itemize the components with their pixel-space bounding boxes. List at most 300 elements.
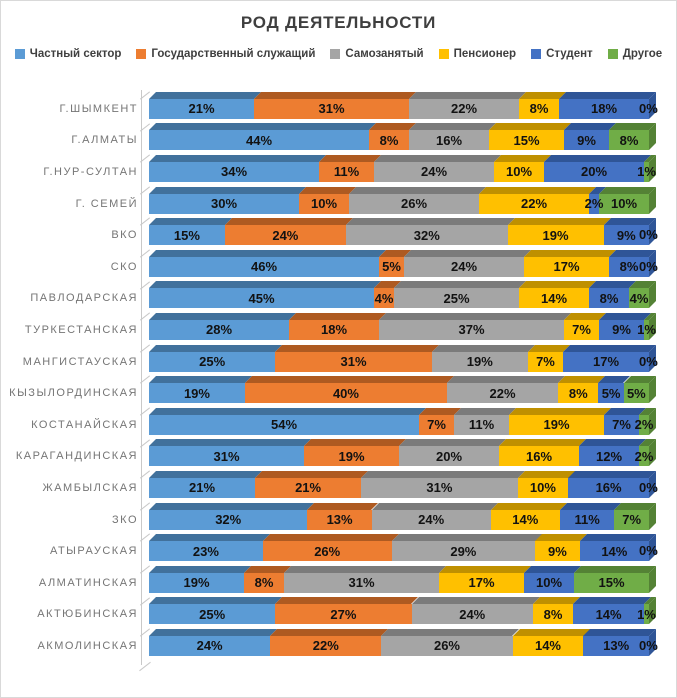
bar-segment (439, 573, 524, 593)
segment-top-face (299, 187, 356, 194)
bar-segment (149, 446, 304, 466)
category-label: АКТЮБИНСКАЯ (37, 608, 138, 621)
segment-value-label: 46% (250, 259, 278, 275)
bar-segment (404, 257, 524, 277)
segment-value-label: 4% (374, 290, 394, 306)
bar-segment (432, 352, 528, 372)
segment-top-face (149, 218, 232, 225)
bar-segment (491, 510, 560, 530)
segment-value-label: 31% (318, 101, 345, 117)
segment-value-label: 37% (458, 322, 485, 338)
segment-top-face (560, 503, 621, 510)
segment-value-label: 11% (333, 164, 360, 180)
segment-top-face (149, 408, 426, 415)
segment-top-face (544, 155, 651, 162)
category-label: АТЫРАУСКАЯ (49, 545, 138, 558)
bar-segment (614, 510, 649, 530)
stacked-bar (149, 636, 658, 656)
bar-segment (289, 320, 379, 340)
bar-segment (489, 130, 564, 150)
stacked-bar (149, 288, 649, 308)
segment-top-face (149, 439, 311, 446)
bar-segment (509, 415, 604, 435)
bar-segment (528, 352, 563, 372)
segment-value-label: 21% (189, 480, 216, 496)
bar-segment (394, 288, 519, 308)
segment-value-label: 32% (413, 227, 440, 243)
bar-segment (284, 573, 439, 593)
segment-value-label: 14% (601, 543, 628, 559)
legend-item (439, 48, 516, 60)
bar-segment (149, 510, 307, 530)
bar-segment (149, 352, 275, 372)
segment-top-face (149, 92, 261, 99)
chart-row (1, 93, 676, 125)
bar-segment (369, 130, 409, 150)
segment-value-label: 7% (612, 417, 631, 433)
bar-segment (624, 383, 649, 403)
bar-segment (589, 288, 629, 308)
segment-top-face (149, 471, 262, 478)
segment-value-label: 2% (584, 196, 604, 212)
segment-top-face (494, 155, 551, 162)
segment-value-label: 24% (450, 259, 478, 275)
segment-top-face (394, 281, 526, 288)
segment-top-face (535, 534, 587, 541)
category-label: КАРАГАНДИНСКАЯ (15, 450, 138, 463)
bar-segment (254, 99, 409, 119)
segment-value-label: 16% (525, 448, 553, 464)
segment-value-label: 18% (320, 322, 348, 338)
segment-value-label: 0% (638, 227, 658, 243)
segment-top-face (559, 92, 656, 99)
bar-segment (349, 194, 479, 214)
bar-segment (573, 604, 644, 624)
chart-row (1, 251, 676, 283)
stacked-bar (149, 352, 658, 372)
segment-top-face (284, 566, 446, 573)
segment-value-label: 13% (326, 512, 353, 528)
segment-value-label: 7% (427, 417, 446, 433)
segment-top-face (563, 345, 656, 352)
segment-value-label: 14% (595, 606, 622, 622)
segment-top-face (574, 566, 656, 573)
bar-segment (637, 162, 656, 182)
segment-value-label: 2% (634, 448, 654, 464)
segment-value-label: 0% (639, 479, 658, 495)
segment-top-face (432, 345, 535, 352)
segment-value-label: 22% (489, 385, 516, 401)
segment-top-face (245, 376, 454, 383)
category-label: МАНГИСТАУСКАЯ (22, 355, 138, 368)
bar-segment (307, 510, 371, 530)
segment-value-label: 24% (459, 606, 486, 622)
segment-value-label: 44% (245, 132, 273, 148)
segment-value-label: 17% (593, 354, 620, 370)
segment-top-face (149, 597, 282, 604)
segment-value-label: 32% (215, 512, 242, 528)
segment-value-label: 19% (183, 385, 210, 401)
segment-value-label: 0% (639, 637, 658, 653)
stacked-bar (149, 194, 649, 214)
segment-value-label: 0% (639, 100, 658, 116)
bar-segment (494, 162, 544, 182)
legend-swatch-icon (608, 49, 618, 59)
bar-segment (533, 604, 573, 624)
bar-segment (560, 510, 614, 530)
bar-segment (419, 415, 454, 435)
bar-segment (518, 478, 569, 498)
segment-value-label: 18% (590, 101, 618, 117)
bar-segment (519, 288, 589, 308)
bar-segment (149, 636, 270, 656)
bar-segment (225, 225, 346, 245)
segment-value-label: 14% (534, 638, 561, 654)
legend-item (15, 48, 122, 60)
segment-value-label: 17% (468, 575, 495, 591)
bar-segment (149, 320, 289, 340)
plot-area (1, 93, 676, 662)
segment-top-face (149, 155, 326, 162)
segment-value-label: 20% (580, 164, 608, 180)
bar-segment (275, 604, 411, 624)
bar-segment (149, 288, 374, 308)
segment-top-face (568, 471, 656, 478)
category-label: СКО (110, 260, 138, 273)
segment-top-face (409, 123, 496, 130)
segment-value-label: 10% (310, 196, 338, 212)
segment-value-label: 40% (332, 385, 359, 401)
segment-value-label: 19% (543, 417, 570, 433)
bar-segment (379, 320, 564, 340)
segment-value-label: 15% (513, 132, 540, 148)
chart-row (1, 441, 676, 473)
segment-value-label: 8% (543, 606, 563, 622)
chart-row (1, 599, 676, 631)
segment-top-face (319, 155, 381, 162)
segment-value-label: 15% (173, 227, 200, 243)
stacked-bar (149, 541, 658, 561)
legend-label: Государственный служащий (151, 48, 316, 60)
segment-top-face (372, 503, 498, 510)
segment-value-label: 34% (220, 164, 248, 180)
bar-segment (149, 415, 419, 435)
segment-value-label: 26% (314, 543, 341, 559)
segment-value-label: 1% (637, 606, 656, 622)
segment-top-face (304, 439, 406, 446)
stacked-bar (149, 415, 654, 435)
chart-row (1, 377, 676, 409)
category-label: ТУРКЕСТАНСКАЯ (24, 323, 138, 336)
chart-row (1, 535, 676, 567)
segment-top-face (524, 566, 581, 573)
chart-row (1, 567, 676, 599)
segment-value-label: 8% (619, 132, 639, 148)
segment-value-label: 7% (572, 322, 591, 338)
bar-segment (535, 541, 580, 561)
segment-top-face (392, 534, 543, 541)
bar-segment (255, 478, 361, 498)
segment-value-label: 19% (466, 354, 493, 370)
bar-segment (149, 162, 319, 182)
segment-value-label: 5% (626, 385, 646, 401)
segment-value-label: 8% (254, 575, 274, 591)
bar-segment (409, 130, 489, 150)
segment-top-face (412, 597, 540, 604)
bar-segment (319, 162, 374, 182)
segment-value-label: 1% (637, 164, 656, 180)
chart-title: РОД ДЕЯТЕЛЬНОСТИ (240, 13, 437, 32)
bar-segment (524, 573, 574, 593)
legend-swatch-icon (136, 49, 146, 59)
chart-row (1, 156, 676, 188)
segment-value-label: 2% (634, 417, 654, 433)
segment-value-label: 1% (637, 322, 656, 338)
category-label: Г.ШЫМКЕНТ (59, 102, 138, 115)
segment-value-label: 9% (612, 322, 631, 338)
segment-top-face (149, 566, 251, 573)
chart-row (1, 504, 676, 536)
bar-segment (149, 604, 275, 624)
bar-segment (564, 130, 609, 150)
segment-top-face (489, 123, 571, 130)
legend-label: Частный сектор (29, 48, 122, 60)
bar-segment (563, 352, 649, 372)
segment-value-label: 0% (639, 543, 658, 559)
segment-top-face (399, 439, 506, 446)
segment-top-face (255, 471, 368, 478)
bar-segment (374, 288, 394, 308)
chart-row (1, 409, 676, 441)
segment-top-face (573, 597, 651, 604)
bar-segment (245, 383, 447, 403)
bar-segment (574, 573, 649, 593)
bar-segment (149, 257, 379, 277)
segment-top-face (149, 376, 252, 383)
segment-value-label: 29% (450, 543, 477, 559)
segment-top-face (275, 345, 439, 352)
legend-swatch-icon (531, 49, 541, 59)
segment-top-face (149, 503, 314, 510)
segment-value-label: 11% (468, 417, 495, 433)
stacked-bar (149, 99, 658, 119)
bar-segment (584, 194, 604, 214)
segment-top-face (513, 629, 591, 636)
category-label: ЗКО (112, 513, 138, 526)
bar-segment (409, 99, 519, 119)
bar-segment (412, 604, 533, 624)
segment-value-label: 22% (450, 101, 478, 117)
category-label: КЫЗЫЛОРДИНСКАЯ (9, 387, 138, 400)
bar-segment (519, 99, 559, 119)
stacked-bar (149, 383, 649, 403)
segment-top-face (149, 313, 296, 320)
chart-row (1, 630, 676, 662)
stacked-bar (149, 478, 658, 498)
bar-segment (629, 288, 649, 308)
segment-side-face (649, 281, 656, 308)
segment-value-label: 19% (183, 575, 210, 591)
segment-top-face (508, 218, 611, 225)
segment-value-label: 24% (420, 164, 448, 180)
bar-segment (270, 636, 381, 656)
chart-row (1, 125, 676, 157)
segment-top-face (599, 187, 656, 194)
bar-segment (598, 383, 623, 403)
segment-top-face (447, 376, 565, 383)
segment-value-label: 22% (312, 638, 339, 654)
segment-value-label: 5% (382, 259, 401, 275)
segment-value-label: 16% (435, 132, 463, 148)
segment-top-face (409, 92, 526, 99)
bar-segment (634, 415, 654, 435)
segment-value-label: 12% (595, 448, 623, 464)
segment-value-label: 28% (205, 322, 233, 338)
segment-top-face (349, 187, 486, 194)
bar-segment (399, 446, 499, 466)
bar-segment (579, 446, 639, 466)
stacked-bar (149, 162, 656, 182)
segment-top-face (225, 218, 353, 225)
category-label: КОСТАНАЙСКАЯ (31, 418, 138, 431)
segment-top-face (583, 629, 656, 636)
segment-top-face (289, 313, 386, 320)
category-label: Г.НУР-СУЛТАН (43, 165, 138, 178)
bar-segment (304, 446, 399, 466)
segment-top-face (149, 187, 306, 194)
bar-segment (513, 636, 584, 656)
stacked-bar (149, 257, 658, 277)
segment-value-label: 11% (574, 512, 600, 528)
segment-value-label: 31% (213, 448, 240, 464)
legend-item (531, 48, 593, 60)
bar-segment (499, 446, 579, 466)
bar-segment (508, 225, 604, 245)
segment-top-face (404, 250, 531, 257)
segment-value-label: 45% (248, 290, 275, 306)
segment-top-face (307, 503, 378, 510)
segment-top-face (381, 629, 519, 636)
segment-top-face (379, 313, 571, 320)
bar-segment (609, 130, 649, 150)
segment-top-face (509, 408, 611, 415)
bar-segment (634, 446, 654, 466)
segment-top-face (524, 250, 616, 257)
bar-segment (379, 257, 404, 277)
chart-row (1, 472, 676, 504)
bar-segment (558, 383, 598, 403)
segment-value-label: 10% (529, 480, 556, 496)
segment-value-label: 20% (435, 448, 463, 464)
chart-row (1, 283, 676, 315)
stacked-bar (149, 320, 656, 340)
segment-top-face (518, 471, 576, 478)
chart-row (1, 346, 676, 378)
bar-segment (372, 510, 491, 530)
segment-value-label: 10% (535, 575, 563, 591)
bar-segment (374, 162, 494, 182)
chart-row (1, 219, 676, 251)
legend (1, 48, 676, 60)
bar-segment (149, 383, 245, 403)
bar-segment (454, 415, 509, 435)
segment-value-label: 31% (340, 354, 367, 370)
segment-value-label: 8% (599, 290, 619, 306)
legend-item (136, 48, 315, 60)
bar-segment (447, 383, 558, 403)
segment-top-face (439, 566, 531, 573)
bar-segment (149, 573, 244, 593)
segment-top-face (254, 92, 416, 99)
segment-value-label: 8% (379, 132, 399, 148)
bar-segment (599, 194, 649, 214)
segment-top-face (499, 439, 586, 446)
bar-segment (637, 604, 656, 624)
category-label: АЛМАТИНСКАЯ (38, 576, 138, 589)
bar-segment (361, 478, 518, 498)
segment-value-label: 0% (639, 353, 658, 369)
segment-value-label: 21% (295, 480, 322, 496)
chart-row (1, 314, 676, 346)
segment-value-label: 24% (196, 638, 223, 654)
segment-top-face (374, 155, 501, 162)
segment-top-face (149, 629, 277, 636)
bar-segment (637, 320, 656, 340)
stacked-bar (149, 225, 658, 245)
segment-value-label: 8% (619, 259, 639, 275)
legend-label: Другое (622, 48, 663, 60)
category-label: АКМОЛИНСКАЯ (37, 639, 138, 652)
bar-segment (149, 194, 299, 214)
segment-value-label: 26% (400, 196, 428, 212)
segment-value-label: 30% (210, 196, 238, 212)
segment-value-label: 25% (199, 354, 226, 370)
segment-value-label: 31% (426, 480, 453, 496)
segment-value-label: 19% (338, 448, 365, 464)
bar-segment (263, 541, 392, 561)
chart-row (1, 188, 676, 220)
segment-value-label: 7% (622, 512, 642, 528)
segment-top-face (454, 408, 516, 415)
segment-value-label: 21% (188, 101, 215, 117)
stacked-bar (149, 573, 649, 593)
segment-top-face (149, 534, 270, 541)
legend-label: Самозанятый (345, 48, 424, 60)
segment-value-label: 16% (595, 480, 622, 496)
legend-swatch-icon (439, 49, 449, 59)
category-label: Г. СЕМЕЙ (75, 197, 138, 210)
segment-top-face (149, 345, 282, 352)
segment-top-face (346, 218, 515, 225)
bar-segment (564, 320, 599, 340)
stacked-bar (149, 604, 656, 624)
segment-value-label: 23% (192, 543, 219, 559)
segment-value-label: 19% (542, 227, 569, 243)
segment-value-label: 27% (330, 606, 357, 622)
bar-segment (524, 257, 609, 277)
legend-item (608, 48, 663, 60)
segment-value-label: 10% (505, 164, 533, 180)
segment-value-label: 9% (548, 543, 567, 559)
stacked-bar (149, 130, 649, 150)
segment-top-face (519, 281, 596, 288)
bar-segment (149, 541, 263, 561)
bar-segment (568, 478, 649, 498)
segment-top-face (491, 503, 567, 510)
segment-value-label: 13% (603, 638, 630, 654)
segment-value-label: 17% (553, 259, 580, 275)
segment-top-face (479, 187, 596, 194)
